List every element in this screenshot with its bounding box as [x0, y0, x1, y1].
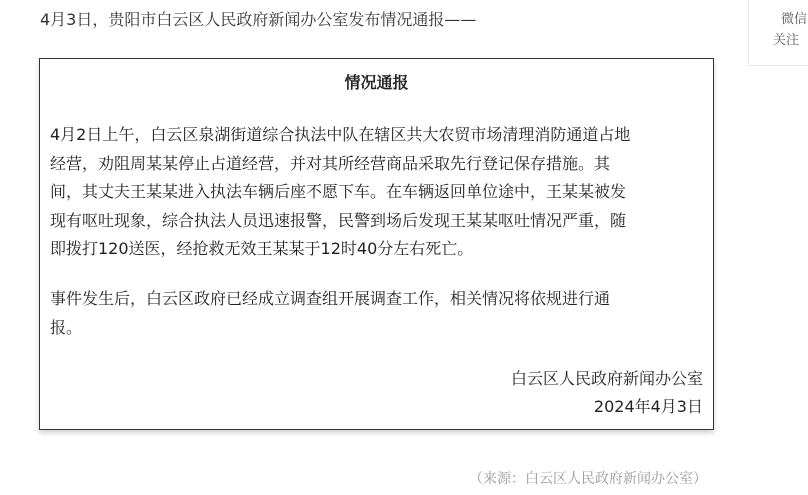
paragraph-line: 事件发生后，白云区政府已经成立调查组开展调查工作，相关情况将依规进行通 — [50, 289, 611, 308]
notice-box — [39, 58, 714, 430]
paragraph-line: 4月2日上午，白云区泉湖街道综合执法中队在辖区共大农贸市场清理消防通道占地 — [50, 125, 631, 144]
wechat-follow-panel[interactable] — [748, 0, 808, 66]
paragraph-line: 经营，劝阻周某某停止占道经营，并对其所经营商品采取先行登记保存措施。其 — [50, 153, 611, 173]
notice-title: 情况通报 — [344, 73, 409, 92]
paragraph-line: 即拨打120送医，经抢救无效王某某于12时40分左右死亡。 — [50, 239, 474, 259]
signature-org: 白云区人民政府新闻办公室 — [510, 369, 703, 388]
wechat-label[interactable]: 微信 — [781, 12, 808, 27]
follow-label[interactable]: 关注 — [773, 33, 800, 48]
signature-date: 2024年4月3日 — [593, 397, 703, 416]
intro-text: 4月3日，贵阳市白云区人民政府新闻办公室发布情况通报—— — [40, 10, 477, 29]
notice-paragraph-1 — [50, 121, 706, 264]
notice-paragraph-2 — [50, 285, 706, 342]
source-credit: （来源：白云区人民政府新闻办公室） — [469, 471, 707, 487]
paragraph-line: 报。 — [50, 317, 83, 337]
paragraph-line: 现有呕吐现象，综合执法人员迅速报警，民警到场后发现王某某呕吐情况严重，随 — [50, 210, 627, 230]
paragraph-line: 间，其丈夫王某某进入执法车辆后座不愿下车。在车辆返回单位途中，王某某被发 — [50, 182, 627, 202]
